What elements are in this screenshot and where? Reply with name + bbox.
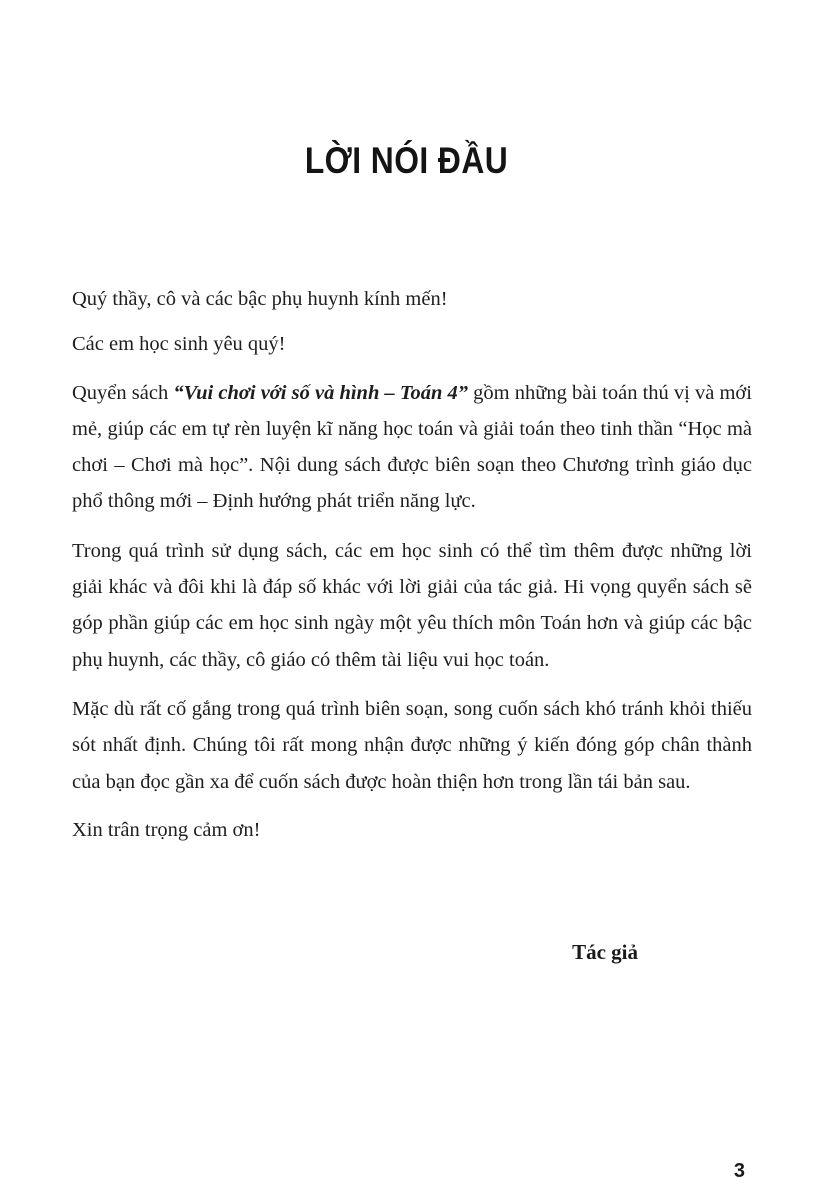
book-title: “Vui chơi với số và hình – Toán 4” (173, 381, 469, 404)
greeting-parents: Quý thầy, cô và các bậc phụ huynh kính mến! (72, 288, 448, 310)
page-title: LỜI NÓI ĐẦU (304, 140, 509, 181)
intro-after-title: gồm những bài toán thú vị và mới mẻ, giúp các em tự rèn luyện kĩ năng học toán và giải toán theo tinh thần “Học mà chơi – Chơi mà học”. Nội dung sách được biên soạn theo Chương trình giáo dục phổ thông mới – Định hướng phát triển năng lực. (72, 381, 752, 513)
usage-paragraph: Trong quá trình sử dụng sách, các em học sinh có thể tìm thêm được những lời giải khác và đôi khi là đáp số khác với lời giải của tác giả. Hi vọng quyển sách sẽ góp phần giúp các em học sinh ngày một yêu thích môn Toán hơn và giúp các bậc phụ huynh, các thầy, cô giáo có thêm tài liệu vui học toán. (72, 539, 752, 671)
page-number: 3 (733, 1160, 745, 1182)
closing-line: Xin trân trọng cảm ơn! (72, 818, 261, 841)
feedback-paragraph: Mặc dù rất cố gắng trong quá trình biên soạn, song cuốn sách khó tránh khỏi thiếu sót nhất định. Chúng tôi rất mong nhận được những ý kiến đóng góp chân thành của bạn đọc gần xa để cuốn sách được hoàn thiện hơn trong lần tái bản sau. (72, 697, 752, 793)
greeting-students: Các em học sinh yêu quý! (72, 333, 286, 356)
preface-body (72, 281, 752, 858)
intro-before-title: Quyển sách (72, 381, 174, 404)
author-signature: Tác giả (572, 940, 638, 964)
intro-paragraph (72, 375, 752, 520)
